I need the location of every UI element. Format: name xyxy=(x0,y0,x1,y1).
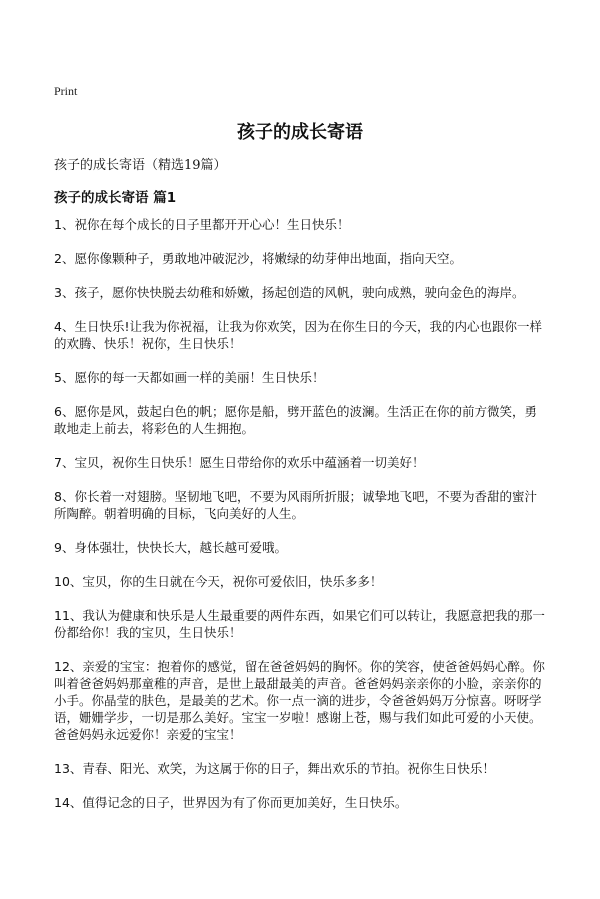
list-item: 13、青春、阳光、欢笑，为这属于你的日子，舞出欢乐的节拍。祝你生日快乐！ xyxy=(54,761,495,776)
print-label: Print xyxy=(54,84,78,98)
list-item: 7、宝贝，祝你生日快乐！愿生日带给你的欢乐中蕴涵着一切美好！ xyxy=(54,455,425,470)
list-item: 5、愿你的每一天都如画一样的美丽！生日快乐！ xyxy=(54,370,325,385)
list-item: 11、我认为健康和快乐是人生最重要的两件东西，如果它们可以转让，我愿意把我的那一份都给你！我的宝贝，生日快乐！ xyxy=(54,608,545,640)
list-item: 4、生日快乐!让我为你祝福，让我为你欢笑，因为在你生日的今天，我的内心也跟你一样的欢腾、快乐！祝你，生日快乐！ xyxy=(54,319,542,351)
subtitle: 孩子的成长寄语（精选19篇） xyxy=(54,158,227,173)
list-item: 14、值得记念的日子，世界因为有了你而更加美好，生日快乐。 xyxy=(54,795,408,810)
list-item: 2、愿你像颗种子，勇敢地冲破泥沙，将嫩绿的幼芽伸出地面，指向天空。 xyxy=(54,251,462,266)
message-list xyxy=(54,216,548,828)
list-item: 9、身体强壮，快快长大，越长越可爱哦。 xyxy=(54,540,287,555)
list-item: 8、你长着一对翅膀。坚韧地飞吧，不要为风雨所折服；诚挚地飞吧，不要为香甜的蜜汁所陶醉。朝着明确的目标，飞向美好的人生。 xyxy=(54,489,537,521)
list-item: 12、亲爱的宝宝：抱着你的感觉，留在爸爸妈妈的胸怀。你的笑容，使爸爸妈妈心醉。你叫着爸爸妈妈那童稚的声音，是世上最甜最美的声音。爸爸妈妈亲亲你的小脸，亲亲你的小手。你晶莹的肤色，是最美的艺术。你一点一滴的进步，令爸爸妈妈万分惊喜。呀呀学语，姗姗学步，一切是那么美好。宝宝一岁啦！感谢上苍，赐与我们如此可爱的小天使。爸爸妈妈永远爱你！亲爱的宝宝！ xyxy=(54,659,545,742)
list-item: 3、孩子，愿你快快脱去幼稚和娇嫩，扬起创造的风帆，驶向成熟，驶向金色的海岸。 xyxy=(54,285,525,300)
list-item: 10、宝贝，你的生日就在今天，祝你可爱依旧，快乐多多！ xyxy=(54,574,383,589)
section-heading: 孩子的成长寄语 篇1 xyxy=(54,190,177,206)
page-title: 孩子的成长寄语 xyxy=(237,122,363,143)
list-item: 6、愿你是风，鼓起白色的帆；愿你是船，劈开蓝色的波澜。生活正在你的前方微笑，勇敢地走上前去，将彩色的人生拥抱。 xyxy=(54,404,537,436)
list-item: 1、祝你在每个成长的日子里都开开心心！生日快乐！ xyxy=(54,217,350,232)
